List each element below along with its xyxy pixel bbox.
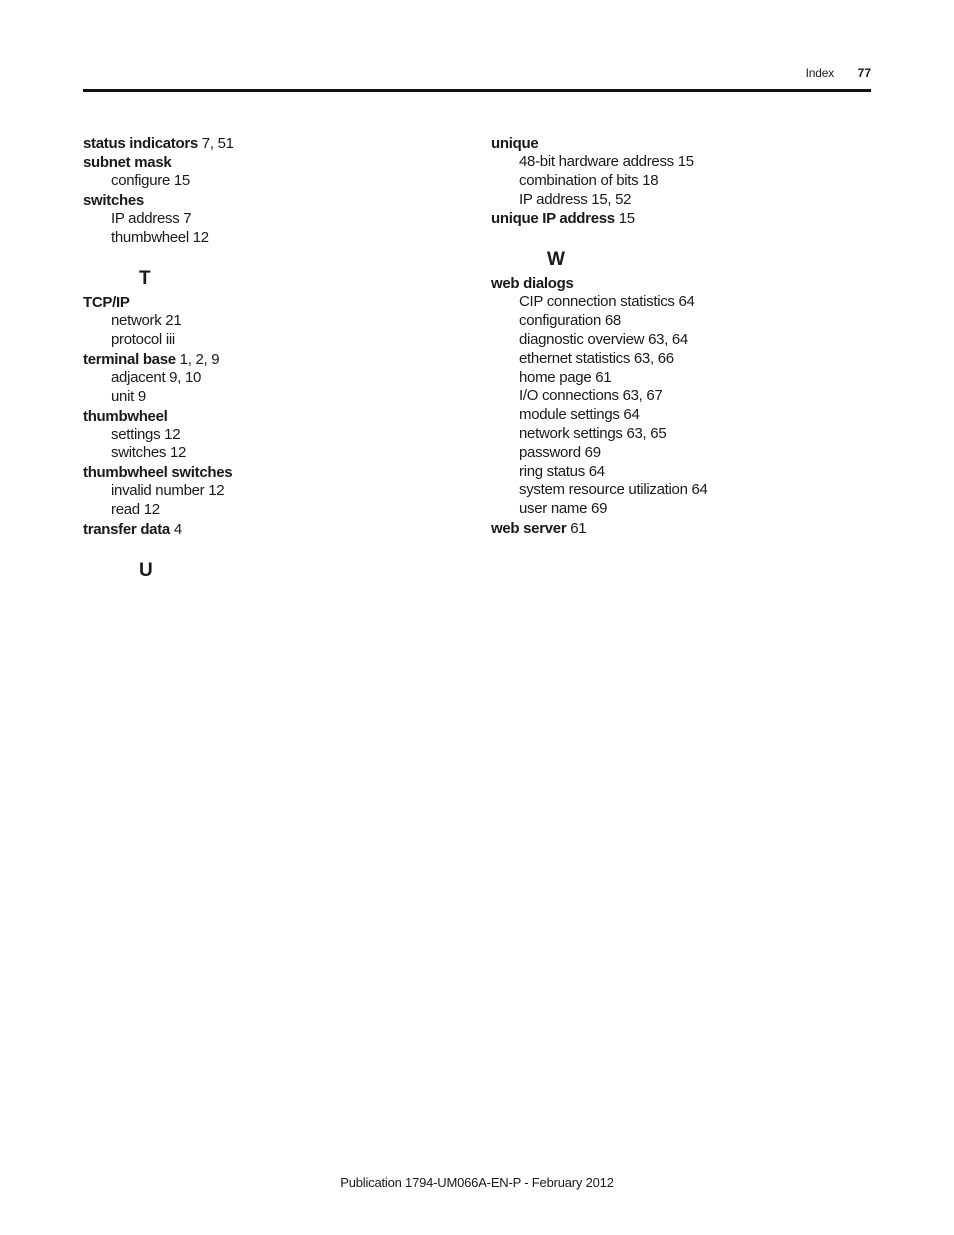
index-entry-web-dialogs [491,274,871,293]
index-subentry: unit 9 [111,387,146,405]
index-column-left [83,134,463,585]
index-term: thumbwheel [83,407,168,425]
index-term: thumbwheel switches [83,464,233,482]
index-subentry: combination of bits 18 [519,171,659,189]
index-letter-heading: W [547,249,565,271]
index-subentry: home page 61 [519,368,612,386]
index-subentry: read 12 [111,500,160,518]
index-term: subnet mask [83,154,172,171]
index-subentry: configuration 68 [519,312,621,330]
index-entry-status-indicators [83,134,463,153]
index-subentry: thumbwheel 12 [111,228,209,246]
index-subentry: password 69 [519,443,601,461]
index-entry-transfer-data [83,520,463,539]
index-subentry: configure 15 [111,172,190,189]
index-subentry: I/O connections 63, 67 [519,387,663,405]
index-column-right [491,134,871,538]
index-page-refs: 1, 2, 9 [175,350,220,368]
index-entry-unique-ip-address [491,209,871,228]
index-entry-switches [83,191,463,210]
index-entry-thumbwheel [83,407,463,426]
index-term: switches [83,191,144,209]
index-subentry: CIP connection statistics 64 [519,293,695,311]
header-rule [83,89,871,92]
index-letter-heading: T [139,268,151,290]
index-subentry: invalid number 12 [111,482,225,500]
index-page-refs: 15 [614,210,635,228]
page-number: 77 [857,66,871,80]
index-subentry: IP address 15, 52 [519,190,632,208]
index-term: status indicators [83,135,198,152]
index-term: unique [491,135,539,152]
index-page-refs: 7, 51 [197,135,234,152]
index-term: web dialogs [491,275,574,293]
index-subentry: user name 69 [519,500,608,518]
index-term: terminal base [83,350,176,368]
index-letter-heading: U [139,559,153,581]
index-subentry: ethernet statistics 63, 66 [519,349,674,367]
index-subentry: network 21 [111,312,182,330]
publication-footer: Publication 1794-UM066A-EN-P - February 2012 [340,1175,614,1190]
index-subentry: module settings 64 [519,406,640,424]
index-subentry: system resource utilization 64 [519,481,708,499]
index-subentry: diagnostic overview 63, 64 [519,330,688,348]
page-header [83,64,871,84]
index-entry-subnet-mask [83,153,463,172]
index-page-refs: 4 [169,520,182,538]
index-entry-terminal-base [83,350,463,369]
index-page-refs: 61 [566,519,587,537]
index-entry-unique [491,134,871,153]
index-subentry: 48-bit hardware address 15 [519,153,694,170]
index-subentry: protocol iii [111,331,175,349]
index-subentry: adjacent 9, 10 [111,368,202,386]
index-term: TCP/IP [83,294,130,312]
index-entry-web-server [491,519,871,538]
index-subentry: IP address 7 [111,209,192,227]
index-subentry: ring status 64 [519,462,605,480]
index-entry-tcp-ip [83,293,463,312]
index-subentry: network settings 63, 65 [519,424,667,442]
header-section-title: Index [805,66,834,80]
index-subentry: settings 12 [111,425,181,443]
index-subentry: switches 12 [111,444,187,462]
index-term: web server [491,519,567,537]
index-term: unique IP address [491,210,615,228]
index-entry-thumbwheel-switches [83,463,463,482]
index-term: transfer data [83,520,170,538]
